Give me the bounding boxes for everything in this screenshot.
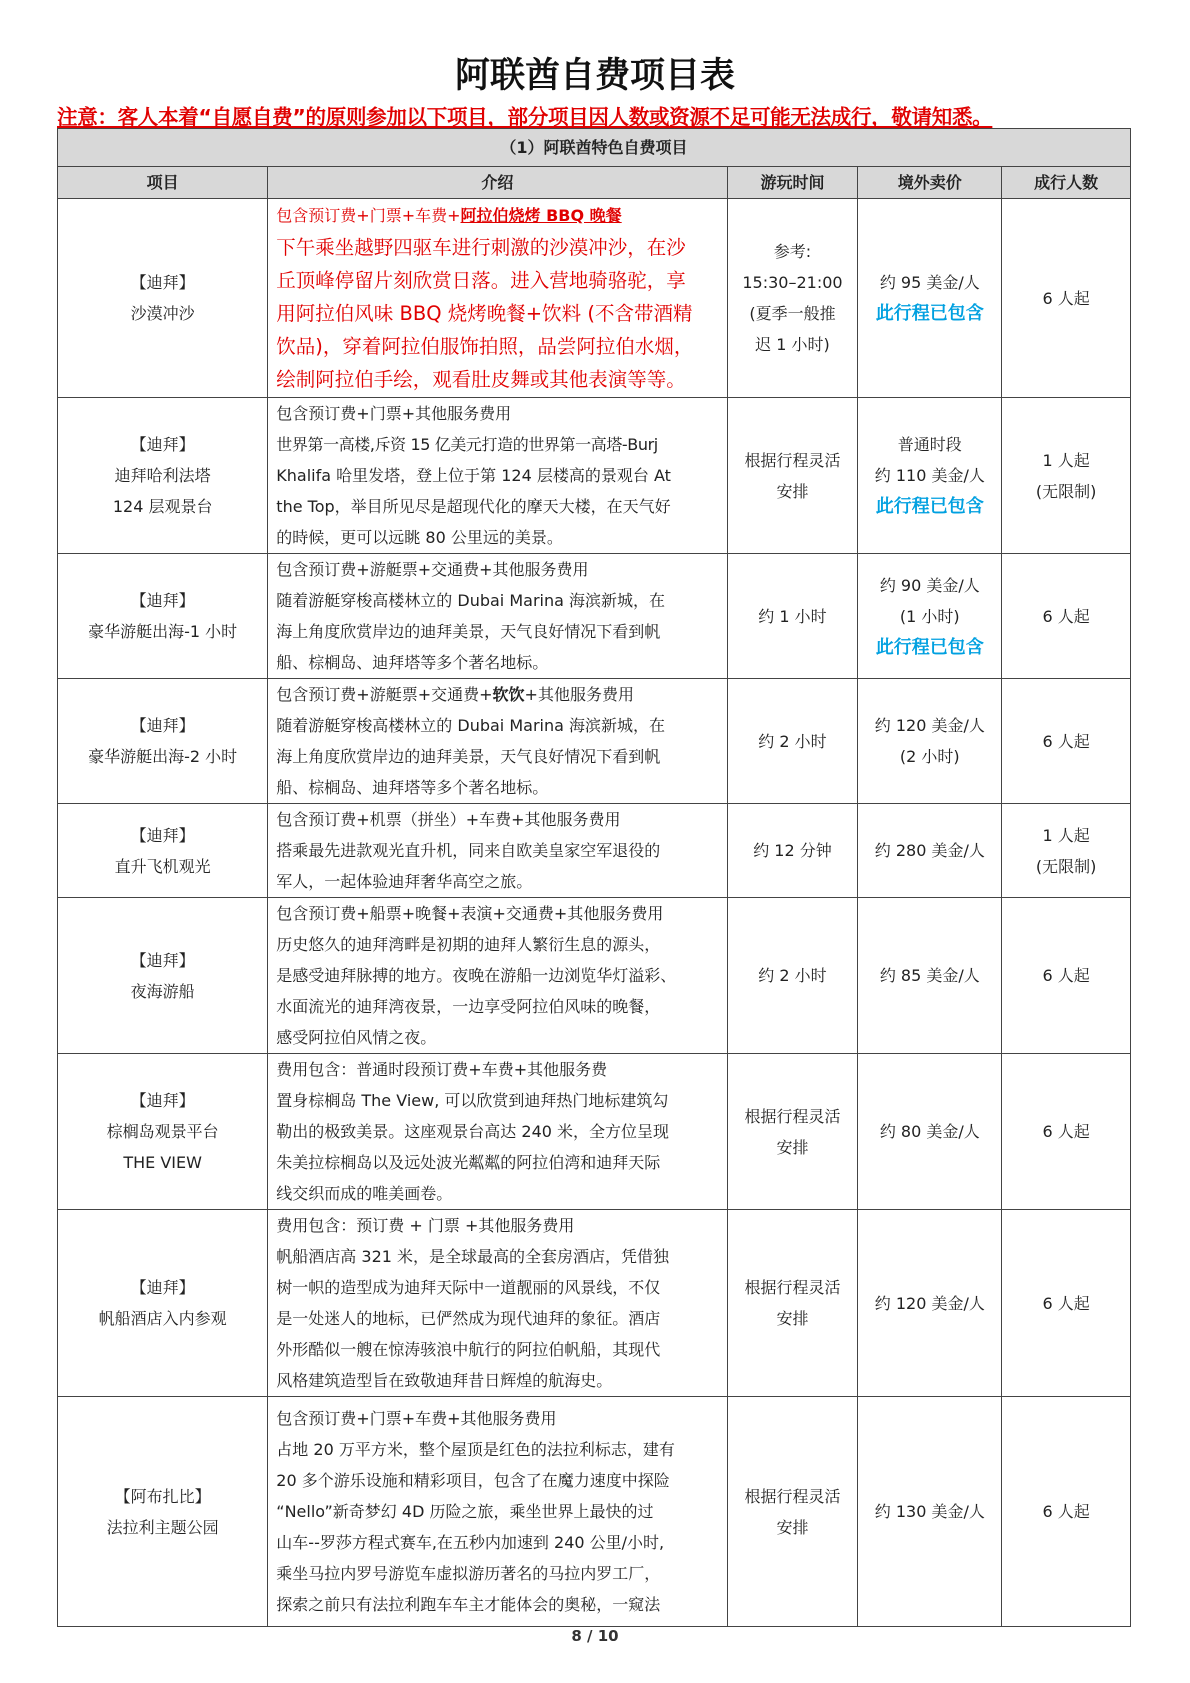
price-line: (2 小时): [899, 747, 960, 766]
intro-line: 随着游艇穿梭高楼林立的 Dubai Marina 海滨新城，在: [276, 716, 666, 735]
item-region: 【迪拜】: [130, 825, 195, 845]
intro-line: 线交织而成的唯美画卷。: [276, 1184, 453, 1203]
people-line: 6 人起: [1042, 1293, 1090, 1313]
intro-cell: [268, 1210, 727, 1397]
item-cell: [58, 679, 268, 804]
price-cell: [858, 898, 1002, 1054]
time-cell: [727, 804, 858, 898]
intro-includes: 包含预订费+游艇票+交通费+其他服务费用: [276, 560, 589, 579]
item-name: 124 层观景台: [112, 497, 213, 516]
time-line: 根据行程灵活: [744, 1106, 841, 1126]
item-region: 【迪拜】: [130, 435, 195, 454]
people-line: 6 人起: [1042, 1122, 1090, 1141]
price-line: 约 280 美金/人: [874, 841, 985, 860]
page-title: 阿联酋自费项目表: [454, 56, 735, 96]
price-cell: [858, 679, 1002, 804]
item-cell: [58, 1054, 268, 1210]
intro-includes-b: 软饮: [492, 685, 525, 704]
item-name: 帆船酒店入内参观: [98, 1309, 227, 1328]
intro-line: 船、棕榈岛、迪拜塔等多个著名地标。: [276, 778, 549, 797]
people-cell: [1002, 679, 1131, 804]
item-name: 棕榈岛观景平台: [106, 1122, 219, 1141]
people-line: 6 人起: [1042, 606, 1090, 626]
item-name: THE VIEW: [123, 1153, 202, 1172]
intro-line: 历史悠久的迪拜湾畔是初期的迪拜人繁衍生息的源头，: [276, 935, 661, 954]
item-cell: [58, 898, 268, 1054]
people-cell: [1002, 398, 1131, 554]
table-row: [58, 199, 1131, 398]
price-line: 约 110 美金/人: [874, 466, 985, 485]
item-region: 【迪拜】: [130, 950, 195, 970]
intro-line: 朱美拉棕榈岛以及远处波光粼粼的阿拉伯湾和迪拜天际: [276, 1153, 661, 1172]
people-cell: [1002, 199, 1131, 398]
price-cell: [858, 554, 1002, 679]
time-line: 安排: [776, 1137, 809, 1157]
intro-line: 占地 20 万平方米，整个屋顶是红色的法拉利标志，建有: [276, 1440, 675, 1459]
item-region: 【阿布扎比】: [114, 1486, 211, 1506]
time-line: 迟 1 小时): [755, 335, 830, 354]
table-row: [58, 398, 1131, 554]
intro-line: 随着游艇穿梭高楼林立的 Dubai Marina 海滨新城，在: [276, 591, 666, 610]
item-region: 【迪拜】: [130, 1278, 195, 1297]
intro-includes: 包含预订费+门票+其他服务费用: [276, 404, 512, 423]
page-number: 8 / 10: [571, 1627, 619, 1645]
people-cell: [1002, 554, 1131, 679]
price-line: 约 130 美金/人: [874, 1502, 985, 1521]
people-cell: [1002, 1397, 1131, 1627]
table-row: [58, 804, 1131, 898]
notice-text: 注意：客人本着“自愿自费”的原则参加以下项目，部分项目因人数或资源不足可能无法成行，敬请知悉。: [57, 105, 993, 129]
time-line: 约 2 小时: [758, 731, 827, 751]
item-name: 夜海游船: [130, 981, 195, 1001]
price-line: 约 80 美金/人: [879, 1122, 980, 1141]
item-region: 【迪拜】: [130, 273, 195, 292]
price-cell: [858, 199, 1002, 398]
price-line: 普通时段: [897, 435, 962, 454]
price-line: 约 85 美金/人: [879, 966, 980, 985]
intro-includes: [276, 200, 720, 231]
item-name: 豪华游艇出海-2 小时: [88, 747, 238, 766]
intro-line: 帆船酒店高 321 米，是全球最高的全套房酒店，凭借独: [276, 1247, 670, 1266]
time-cell: [727, 1054, 858, 1210]
item-region: 【迪拜】: [130, 716, 195, 735]
header-intro: 介绍: [268, 167, 727, 199]
time-line: 参考:: [773, 242, 812, 261]
intro-line: 外形酷似一艘在惊涛骇浪中航行的阿拉伯帆船，其现代: [276, 1340, 661, 1359]
time-cell: [727, 398, 858, 554]
intro-line: 丘顶峰停留片刻欣赏日落。进入营地骑骆驼，享: [276, 269, 686, 292]
intro-line: 费用包含：普通时段预订费+车费+其他服务费: [276, 1060, 608, 1079]
item-name: 迪拜哈利法塔: [114, 466, 211, 485]
price-included-note: 此行程已包含: [875, 496, 984, 517]
table-row: [58, 898, 1131, 1054]
time-cell: [727, 898, 858, 1054]
intro-includes: [276, 679, 720, 710]
section-title-row: [58, 129, 1131, 167]
intro-cell: [268, 398, 727, 554]
intro-line: 包含预订费+门票+车费+其他服务费用: [276, 1409, 557, 1428]
intro-cell: [268, 898, 727, 1054]
item-name: 直升飞机观光: [114, 856, 211, 876]
item-name: 沙漠冲沙: [130, 304, 195, 323]
table-row: [58, 1397, 1131, 1627]
header-item: 项目: [58, 167, 268, 199]
time-cell: [727, 199, 858, 398]
intro-line: 世界第一高楼,斥资 15 亿美元打造的世界第一高塔-Burj: [276, 435, 658, 454]
intro-line: 的時候，更可以远眺 80 公里远的美景。: [276, 528, 563, 547]
price-cell: [858, 804, 1002, 898]
intro-line: 山车--罗莎方程式赛车,在五秒内加速到 240 公里/小时,: [276, 1533, 665, 1552]
intro-line: 包含预订费+船票+晚餐+表演+交通费+其他服务费用: [276, 904, 664, 923]
intro-includes-a: 包含预订费+门票+车费+: [276, 206, 461, 225]
time-line: 安排: [776, 1517, 809, 1537]
table-row: [58, 679, 1131, 804]
item-region: 【迪拜】: [130, 591, 195, 610]
people-line: (无限制): [1035, 481, 1097, 501]
intro-line: 是感受迪拜脉搏的地方。夜晚在游船一边浏览华灯溢彩、: [276, 966, 677, 985]
intro-line: “Nello”新奇梦幻 4D 历险之旅，乘坐世界上最快的过: [276, 1502, 654, 1521]
table-header-row: [58, 167, 1131, 199]
price-cell: [858, 1210, 1002, 1397]
time-cell: [727, 554, 858, 679]
price-line: 约 120 美金/人: [874, 716, 985, 735]
people-line: 6 人起: [1042, 966, 1090, 985]
intro-cell: [268, 199, 727, 398]
table-row: [58, 554, 1131, 679]
time-line: 约 1 小时: [758, 606, 827, 626]
time-cell: [727, 1397, 858, 1627]
intro-line: 海上角度欣赏岸边的迪拜美景，天气良好情况下看到帆: [276, 622, 661, 641]
price-line: 约 90 美金/人: [879, 575, 980, 595]
time-line: 约 12 分钟: [753, 841, 832, 860]
price-line: 约 120 美金/人: [874, 1293, 985, 1313]
intro-includes-c: +其他服务费用: [524, 685, 634, 704]
intro-line: 搭乘最先进款观光直升机，同来自欧美皇家空军退役的: [276, 841, 661, 860]
item-name: 法拉利主题公园: [106, 1517, 219, 1537]
people-line: 6 人起: [1042, 288, 1090, 308]
time-line: 安排: [776, 1309, 809, 1328]
intro-line: 绘制阿拉伯手绘，观看肚皮舞或其他表演等等。: [276, 368, 686, 391]
people-line: 6 人起: [1042, 1502, 1090, 1521]
intro-includes-b: 阿拉伯烧烤 BBQ 晚餐: [460, 206, 622, 225]
intro-cell: [268, 554, 727, 679]
intro-line: the Top，举目所见尽是超现代化的摩天大楼，在天气好: [276, 497, 671, 516]
people-cell: [1002, 1054, 1131, 1210]
time-line: 根据行程灵活: [744, 450, 841, 470]
section-title: （1）阿联酋特色自费项目: [58, 129, 1131, 167]
price-cell: [858, 1054, 1002, 1210]
time-line: 约 2 小时: [758, 966, 827, 985]
people-line: 1 人起: [1042, 825, 1090, 845]
people-cell: [1002, 898, 1131, 1054]
intro-cell: [268, 679, 727, 804]
time-line: 15:30–21:00: [742, 273, 843, 292]
people-cell: [1002, 1210, 1131, 1397]
price-line: 约 95 美金/人: [879, 273, 980, 292]
table-row: [58, 1210, 1131, 1397]
intro-includes-a: 包含预订费+游艇票+交通费+: [276, 685, 493, 704]
people-line: 6 人起: [1042, 731, 1090, 751]
item-cell: [58, 554, 268, 679]
time-line: (夏季一般推: [749, 304, 836, 323]
intro-line: 军人，一起体验迪拜奢华高空之旅。: [276, 872, 533, 891]
intro-line: 感受阿拉伯风情之夜。: [276, 1028, 437, 1047]
intro-line: 勒出的极致美景。这座观景台高达 240 米，全方位呈现: [276, 1122, 670, 1141]
intro-line: 船、棕榈岛、迪拜塔等多个著名地标。: [276, 653, 549, 672]
intro-line: 下午乘坐越野四驱车进行刺激的沙漠冲沙，在沙: [276, 236, 686, 259]
time-cell: [727, 1210, 858, 1397]
intro-line: 置身棕榈岛 The View, 可以欣赏到迪拜热门地标建筑勾: [276, 1091, 669, 1110]
price-included-note: 此行程已包含: [875, 303, 984, 324]
intro-line: 乘坐马拉内罗号游览车虚拟游历著名的马拉内罗工厂，: [276, 1564, 661, 1583]
item-cell: [58, 1210, 268, 1397]
time-line: 根据行程灵活: [744, 1278, 841, 1297]
intro-line: 探索之前只有法拉利跑车车主才能体会的奥秘，一窥法: [276, 1595, 661, 1614]
intro-line: 水面流光的迪拜湾夜景，一边享受阿拉伯风味的晚餐，: [276, 997, 661, 1016]
intro-line: 饮品)，穿着阿拉伯服饰拍照，品尝阿拉伯水烟，: [276, 335, 694, 358]
intro-line: 是一处迷人的地标，已俨然成为现代迪拜的象征。酒店: [276, 1309, 661, 1328]
intro-line: 包含预订费+机票（拼坐）+车费+其他服务费用: [276, 810, 621, 829]
people-line: 1 人起: [1042, 450, 1090, 470]
price-line: (1 小时): [899, 606, 960, 626]
item-cell: [58, 398, 268, 554]
price-included-note: 此行程已包含: [875, 636, 984, 658]
intro-line: 用阿拉伯风味 BBQ 烧烤晚餐+饮料 (不含带酒精: [276, 302, 693, 325]
intro-cell: [268, 1054, 727, 1210]
time-line: 根据行程灵活: [744, 1486, 841, 1506]
people-line: (无限制): [1035, 856, 1097, 876]
time-cell: [727, 679, 858, 804]
intro-line: 海上角度欣赏岸边的迪拜美景，天气良好情况下看到帆: [276, 747, 661, 766]
people-cell: [1002, 804, 1131, 898]
time-line: 安排: [776, 481, 809, 501]
header-people: 成行人数: [1002, 167, 1131, 199]
intro-line: 费用包含：预订费 + 门票 +其他服务费用: [276, 1216, 575, 1235]
intro-line: 20 多个游乐设施和精彩项目，包含了在魔力速度中探险: [276, 1471, 670, 1490]
table-row: [58, 1054, 1131, 1210]
item-name: 豪华游艇出海-1 小时: [88, 622, 238, 641]
price-cell: [858, 1397, 1002, 1627]
intro-cell: [268, 804, 727, 898]
intro-line: 树一帜的造型成为迪拜天际中一道靓丽的风景线，不仅: [276, 1278, 661, 1297]
header-time: 游玩时间: [727, 167, 858, 199]
item-cell: [58, 1397, 268, 1627]
intro-cell: [268, 1397, 727, 1627]
item-cell: [58, 804, 268, 898]
intro-line: 风格建筑造型旨在致敬迪拜昔日辉煌的航海史。: [276, 1371, 613, 1390]
item-cell: [58, 199, 268, 398]
price-cell: [858, 398, 1002, 554]
optional-tours-table: [57, 128, 1131, 1627]
header-price: 境外卖价: [858, 167, 1002, 199]
intro-line: Khalifa 哈里发塔，登上位于第 124 层楼高的景观台 At: [276, 466, 671, 485]
item-region: 【迪拜】: [130, 1091, 195, 1110]
